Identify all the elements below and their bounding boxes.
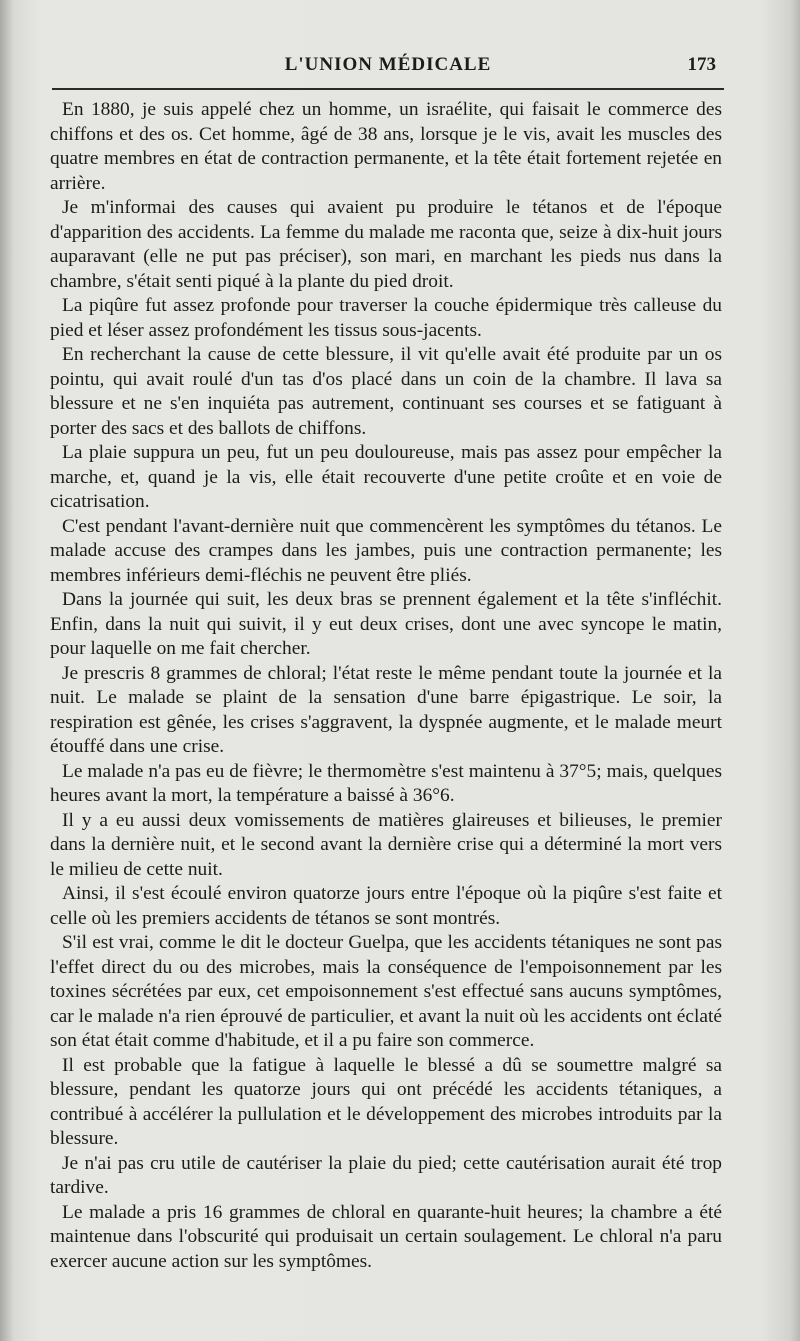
paragraph: Il y a eu aussi deux vomissements de matières glaireuses et bilieuses, le premier dans la dernière nuit, et le second avant la dernière crise qui a déterminé la mort vers le milieu de cette nuit. xyxy=(50,809,722,880)
paragraph: En recherchant la cause de cette blessure, il vit qu'elle avait été produite par un os pointu, qui avait roulé d'un tas d'os placé dans un coin de la chambre. Il lava sa blessure et ne s'en inquiéta pas autrement, continuant ses courses et se fatiguant à porter des sacs et des ballots de chiffons. xyxy=(50,344,722,439)
paragraph: Je m'informai des causes qui avaient pu produire le tétanos et de l'époque d'apparition des accidents. La femme du malade me raconta que, seize à dix-huit jours auparavant (elle ne put pas préciser), son mari, en marchant les pieds nus dans la chambre, s'était senti piqué à la plante du pied droit. xyxy=(50,197,722,292)
header-rule xyxy=(52,88,724,90)
page-number: 173 xyxy=(687,54,716,75)
running-head: L'UNION MÉDICALE xyxy=(284,54,492,75)
paragraph: La plaie suppura un peu, fut un peu douloureuse, mais pas assez pour empêcher la marche, et, quand je la vis, elle était recouverte d'une petite croûte et en voie de cicatrisation. xyxy=(50,442,722,512)
article-body xyxy=(50,98,722,1274)
paragraph: La piqûre fut assez profonde pour traverser la couche épidermique très calleuse du pied et léser assez profondément les tissus sous-jacents. xyxy=(50,295,722,341)
page-header xyxy=(54,50,722,82)
paragraph: Ainsi, il s'est écoulé environ quatorze jours entre l'époque où la piqûre s'est faite et celle où les premiers accidents de tétanos se sont montrés. xyxy=(50,883,722,929)
paragraph: Dans la journée qui suit, les deux bras se prennent également et la tête s'infléchit. Enfin, dans la nuit qui suivit, il y eut deux crises, dont une avec syncope le matin, pour laquelle on me fait chercher. xyxy=(50,589,722,659)
paragraph: Le malade n'a pas eu de fièvre; le thermomètre s'est maintenu à 37°5; mais, quelques heures avant la mort, la température a baissé à 36°6. xyxy=(50,760,722,806)
paragraph: S'il est vrai, comme le dit le docteur Guelpa, que les accidents tétaniques ne sont pas l'effet direct du ou des microbes, mais la conséquence de l'empoisonnement par les toxines sécrétées par eux, cet empoisonnement s'est effectué sans aucuns symptômes, car le malade n'a rien éprouvé de particulier, et avant la nuit où les accidents ont éclaté son état était comme d'habitude, et il a pu faire son commerce. xyxy=(50,932,722,1051)
paragraph: C'est pendant l'avant-dernière nuit que commencèrent les symptômes du tétanos. Le malade accuse des crampes dans les jambes, puis une contraction permanente; les membres inférieurs demi-fléchis ne peuvent être pliés. xyxy=(50,515,722,586)
paragraph: Je n'ai pas cru utile de cautériser la plaie du pied; cette cautérisation aurait été trop tardive. xyxy=(50,1152,722,1198)
paragraph: En 1880, je suis appelé chez un homme, un israélite, qui faisait le commerce des chiffons et des os. Cet homme, âgé de 38 ans, lorsque je le vis, avait les muscles des quatre membres en état de contraction permanente, et la tête était fortement rejetée en arrière. xyxy=(50,99,722,194)
paragraph: Je prescris 8 grammes de chloral; l'état reste le même pendant toute la journée et la nuit. Le malade se plaint de la sensation d'une barre épigastrique. Le soir, la respiration est gênée, les crises s'aggravent, la dyspnée augmente, et le malade meurt étouffé dans une crise. xyxy=(50,662,722,757)
paragraph: Il est probable que la fatigue à laquelle le blessé a dû se soumettre malgré sa blessure, pendant les quatorze jours qui ont précédé les accidents tétaniques, a contribué à accélérer la pullulation et le développement des microbes introduits par la blessure. xyxy=(50,1054,722,1149)
paragraph: Le malade a pris 16 grammes de chloral en quarante-huit heures; la chambre a été maintenue dans l'obscurité qui produisait un certain soulagement. Le chloral n'a paru exercer aucune action sur les symptômes. xyxy=(50,1201,722,1272)
